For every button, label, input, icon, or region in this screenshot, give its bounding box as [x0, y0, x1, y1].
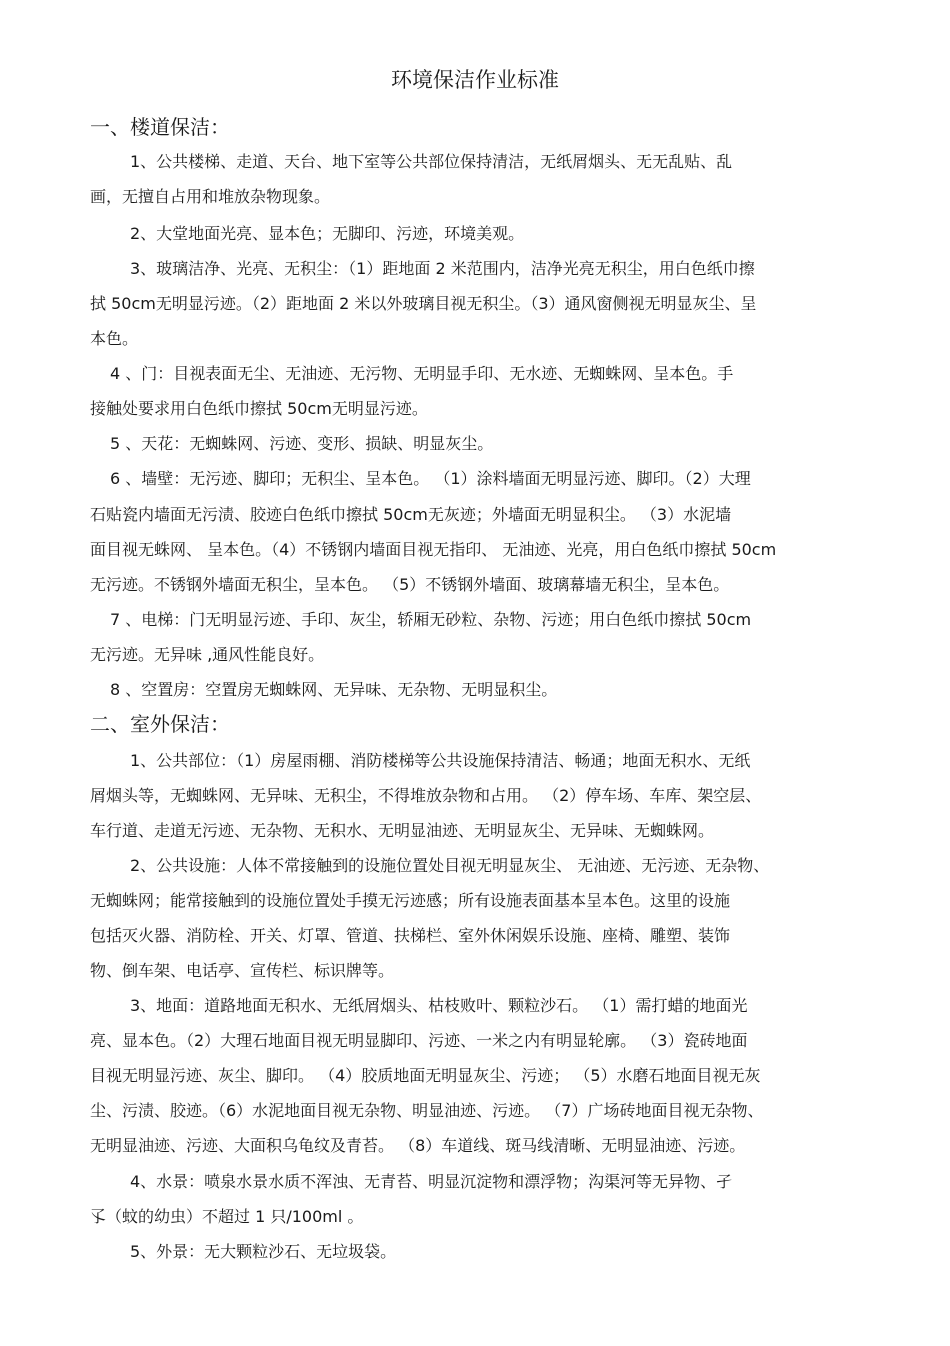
text-line: 物、倒车架、电话亭、宣传栏、标识牌等。 — [90, 961, 395, 980]
text-line: 3、玻璃洁净、光亮、无积尘：（1）距地面 2 米范围内，洁净光亮无积尘，用白色纸巾擦 — [130, 259, 755, 278]
text-line: 拭 50cm无明显污迹。（2）距地面 2 米以外玻璃目视无积尘。（3）通风窗侧视无明显灰尘、呈 — [90, 294, 757, 313]
text-line: 4、水景：喷泉水景水质不浑浊、无青苔、明显沉淀物和漂浮物；沟渠河等无异物、孑 — [130, 1172, 733, 1191]
text-line: 5 、天花：无蜘蛛网、污迹、变形、损缺、明显灰尘。 — [110, 434, 494, 453]
text-line: 尘、污渍、胶迹。（6）水泥地面目视无杂物、明显油迹、污迹。 （7）广场砖地面目视无杂物、 — [90, 1101, 764, 1120]
text-line: 面目视无蛛网、 呈本色。（4）不锈钢内墙面目视无指印、 无油迹、光亮，用白色纸巾擦拭 50cm — [90, 540, 777, 559]
text-line: 石贴瓷内墙面无污渍、胶迹白色纸巾擦拭 50cm无灰迹；外墙面无明显积尘。 （3）水泥墙 — [90, 505, 732, 524]
text-line: 接触处要求用白色纸巾擦拭 50cm无明显污迹。 — [90, 399, 428, 418]
text-line: 孓（蚊的幼虫）不超过 1 只/100ml 。 — [90, 1207, 364, 1226]
text-line: 1、公共部位：（1）房屋雨棚、消防楼梯等公共设施保持清洁、畅通；地面无积水、无纸 — [130, 751, 751, 770]
section-heading-stairwell: 一、楼道保洁： — [90, 115, 230, 139]
section-heading-outdoor: 二、室外保洁： — [90, 712, 230, 736]
text-line: 亮、显本色。（2）大理石地面目视无明显脚印、污迹、一米之内有明显轮廓。 （3）瓷砖地面 — [90, 1031, 748, 1050]
text-line: 4 、门：目视表面无尘、无油迹、无污物、无明显手印、无水迹、无蜘蛛网、呈本色。手 — [110, 364, 734, 383]
text-line: 2、大堂地面光亮、显本色；无脚印、污迹，环境美观。 — [130, 224, 525, 243]
text-line: 6 、墙壁：无污迹、脚印；无积尘、呈本色。 （1）涂料墙面无明显污迹、脚印。（2）大理 — [110, 469, 751, 488]
text-line: 包括灭火器、消防栓、开关、灯罩、管道、扶梯栏、室外休闲娱乐设施、座椅、雕塑、装饰 — [90, 926, 731, 945]
text-line: 7 、电梯：门无明显污迹、手印、灰尘，轿厢无砂粒、杂物、污迹；用白色纸巾擦拭 50cm — [110, 610, 752, 629]
text-line: 画，无擅自占用和堆放杂物现象。 — [90, 187, 331, 206]
text-line: 5、外景：无大颗粒沙石、无垃圾袋。 — [130, 1242, 397, 1261]
text-line: 2、公共设施：人体不常接触到的设施位置处目视无明显灰尘、 无油迹、无污迹、无杂物、 — [130, 856, 770, 875]
text-line: 8 、空置房：空置房无蜘蛛网、无异味、无杂物、无明显积尘。 — [110, 680, 558, 699]
text-line: 目视无明显污迹、灰尘、脚印。 （4）胶质地面无明显灰尘、污迹； （5）水磨石地面目视无灰 — [90, 1066, 761, 1085]
text-line: 车行道、走道无污迹、无杂物、无积水、无明显油迹、无明显灰尘、无异味、无蜘蛛网。 — [90, 821, 715, 840]
text-line: 屑烟头等，无蜘蛛网、无异味、无积尘，不得堆放杂物和占用。 （2）停车场、车库、架空层、 — [90, 786, 762, 805]
text-line: 1、公共楼梯、走道、天台、地下室等公共部位保持清洁，无纸屑烟头、无无乱贴、乱 — [130, 152, 733, 171]
text-line: 无污迹。不锈钢外墙面无积尘，呈本色。 （5）不锈钢外墙面、玻璃幕墙无积尘，呈本色。 — [90, 575, 730, 594]
text-line: 无蜘蛛网；能常接触到的设施位置处手摸无污迹感；所有设施表面基本呈本色。这里的设施 — [90, 891, 731, 910]
text-line: 本色。 — [90, 329, 139, 348]
document-title: 环境保洁作业标准 — [391, 68, 559, 92]
text-line: 3、地面：道路地面无积水、无纸屑烟头、枯枝败叶、颗粒沙石。 （1）需打蜡的地面光 — [130, 996, 748, 1015]
text-line: 无明显油迹、污迹、大面积乌龟纹及青苔。 （8）车道线、斑马线清晰、无明显油迹、污迹。 — [90, 1136, 746, 1155]
text-line: 无污迹。无异味 ,通风性能良好。 — [90, 645, 325, 664]
